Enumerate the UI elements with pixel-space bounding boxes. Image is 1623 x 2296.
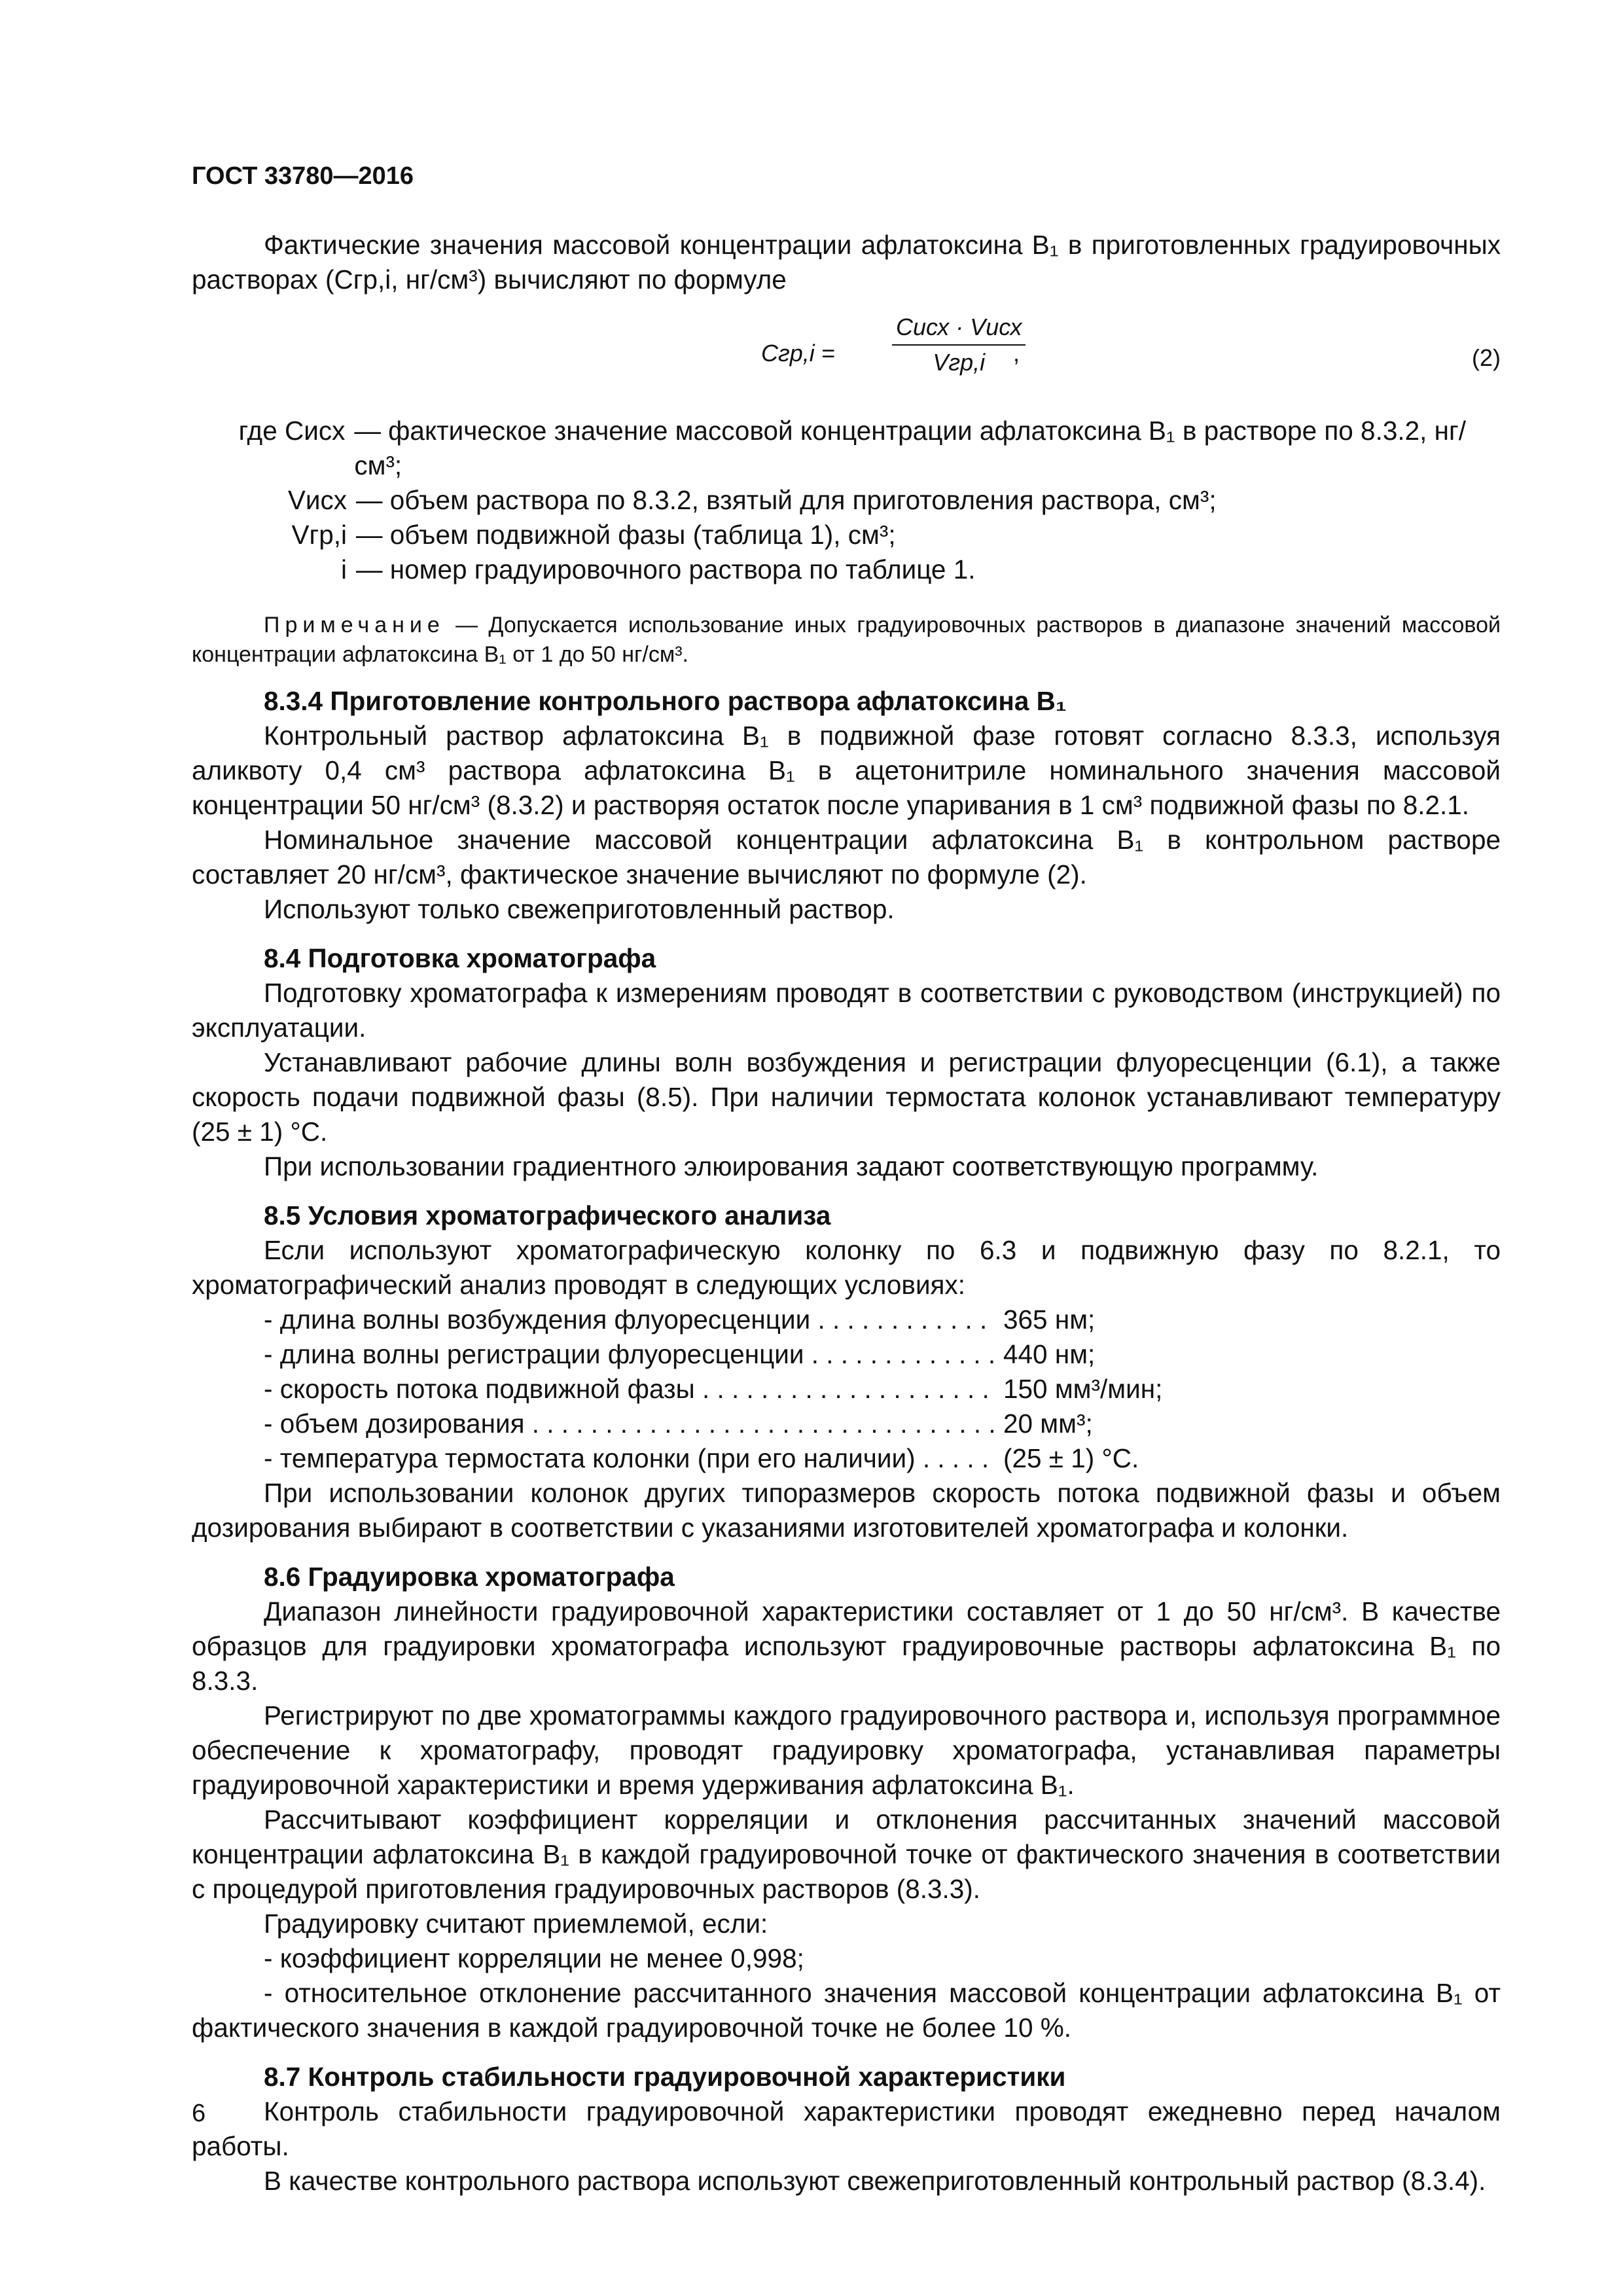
formula-comma: ,: [1013, 340, 1020, 367]
formula-lhs: Cгр,i =: [761, 340, 835, 367]
legend-key: Vгр,i: [291, 520, 347, 550]
note: [192, 611, 1501, 670]
legend-text: — объем раствора по 8.3.2, взятый для приготовления раствора, см³;: [356, 485, 1217, 515]
formula-denominator: Vгр,i: [933, 349, 986, 376]
paragraph: Рассчитывают коэффициент корреляции и отклонения рассчитанных значений массовой концентрации афлатоксина B₁ в каждой градуировочной точке от фактического значения в соответствии с процедурой приготовления градуировочных растворов (8.3.3).: [192, 1804, 1501, 1904]
paragraph: Номинальное значение массовой концентрации афлатоксина B₁ в контрольном растворе составляет 20 нг/см³, фактическое значение вычисляют по формуле (2).: [192, 825, 1501, 889]
page-content: [192, 228, 1501, 2198]
section-heading-8-4: 8.4 Подготовка хроматографа: [264, 943, 656, 973]
legend-key: i: [341, 554, 347, 584]
page-number: 6: [192, 2100, 206, 2127]
legend-row: [192, 414, 1501, 483]
condition-row: [264, 1337, 1501, 1372]
condition-label: - длина волны регистрации флуоресценции . . .: [264, 1337, 994, 1372]
condition-value: 20 мм³;: [1003, 1408, 1093, 1439]
condition-row: [264, 1372, 1501, 1407]
condition-value: 440 нм;: [1003, 1339, 1096, 1369]
paragraph: Диапазон линейности градуировочной характеристики составляет от 1 до 50 нг/см³. В качестве образцов для градуировки хроматографа используют градуировочные растворы афлатоксина B₁ по 8.3.3.: [192, 1596, 1501, 1696]
condition-row: [264, 1302, 1501, 1337]
condition-value: 150 мм³/мин;: [1003, 1374, 1163, 1404]
condition-row: [264, 1407, 1501, 1441]
condition-value: 365 нм;: [1003, 1304, 1096, 1335]
formula-legend: [192, 414, 1501, 587]
condition-label: - скорость потока подвижной фазы . . .: [264, 1372, 994, 1407]
legend-text: — номер градуировочного раствора по таблице 1.: [356, 554, 976, 584]
formula-2: [192, 300, 1501, 410]
paragraph: Используют только свежеприготовленный раствор.: [264, 894, 895, 924]
paragraph: При использовании колонок других типоразмеров скорость потока подвижной фазы и объем дозирования выбирают в соответствии с указаниями изготовителей хроматографа и колонки.: [192, 1478, 1501, 1543]
paragraph: Контроль стабильности градуировочной характеристики проводят ежедневно перед началом работы.: [192, 2096, 1501, 2161]
condition-label: - длина волны возбуждения флуоресценции . . .: [264, 1302, 994, 1337]
section-heading-8-5: 8.5 Условия хроматографического анализа: [264, 1200, 831, 1230]
criteria-item: - относительное отклонение рассчитанного значения массовой концентрации афлатоксина B₁ от фактического значения в каждой градуировочной точке не более 10 %.: [192, 1978, 1501, 2043]
paragraph: Если используют хроматографическую колонку по 6.3 и подвижную фазу по 8.2.1, то хроматографический анализ проводят в следующих условиях:: [192, 1235, 1501, 1300]
legend-text: — фактическое значение массовой концентрации афлатоксина B₁ в растворе по 8.3.2, нг/см³;: [354, 416, 1467, 480]
intro-paragraph: Фактические значения массовой концентрации афлатоксина B₁ в приготовленных градуировочных растворах (Cгр,i, нг/см³) вычисляют по формуле: [192, 230, 1501, 295]
formula-numerator: Cисх · Vисх: [892, 314, 1026, 346]
legend-key: Vисх: [287, 485, 347, 515]
note-label: Примечание: [264, 613, 445, 637]
paragraph: Устанавливают рабочие длины волн возбуждения и регистрации флуоресценции (6.1), а также скорость подачи подвижной фазы (8.5). При наличии термостата колонок устанавливают температуру (25 ± 1) °С.: [192, 1047, 1501, 1147]
condition-label: - объем дозирования . . .: [264, 1407, 994, 1441]
paragraph: В качестве контрольного раствора используют свежеприготовленный контрольный раствор (8.3.4).: [264, 2166, 1486, 2196]
paragraph: Контрольный раствор афлатоксина B₁ в подвижной фазе готовят согласно 8.3.3, используя аликвоту 0,4 см³ раствора афлатоксина B₁ в ацетонитриле номинального значения массовой концентрации 50 нг/см³ (8.3.2) и растворяя остаток после упаривания в 1 см³ подвижной фазы по 8.2.1.: [192, 721, 1501, 820]
paragraph: Градуировку считают приемлемой, если:: [264, 1909, 768, 1939]
condition-value: (25 ± 1) °С.: [1003, 1443, 1139, 1473]
section-heading-8-6: 8.6 Градуировка хроматографа: [264, 1562, 675, 1592]
legend-row: [192, 483, 1501, 518]
formula-number: (2): [1472, 344, 1501, 371]
paragraph: При использовании градиентного элюирования задают соответствующую программу.: [264, 1151, 1319, 1181]
section-heading-8-3-4: 8.3.4 Приготовление контрольного раствора афлатоксина B₁: [264, 686, 1067, 716]
legend-row: [192, 518, 1501, 552]
condition-label: - температура термостата колонки (при его наличии) . . .: [264, 1441, 994, 1476]
legend-row: [192, 552, 1501, 587]
formula-fraction: [892, 314, 1026, 376]
legend-text: — объем подвижной фазы (таблица 1), см³;: [356, 520, 896, 550]
criteria-item: - коэффициент корреляции не менее 0,998;: [264, 1943, 804, 1973]
section-heading-8-7: 8.7 Контроль стабильности градуировочной характеристики: [264, 2062, 1066, 2092]
condition-row: [264, 1441, 1501, 1476]
paragraph: Регистрируют по две хроматограммы каждого градуировочного раствора и, используя программное обеспечение к хроматографу, проводят градуировку хроматографа, устанавливая параметры градуировочной характеристики и время удерживания афлатоксина B₁.: [192, 1700, 1501, 1800]
document-header: ГОСТ 33780—2016: [192, 162, 414, 190]
legend-key: где Cисх: [238, 416, 346, 446]
conditions-list: [192, 1302, 1501, 1476]
note-text: — Допускается использование иных градуировочных растворов в диапазоне значений массовой концентрации афлатоксина B₁ от 1 до 50 нг/см³.: [192, 613, 1501, 667]
paragraph: Подготовку хроматографа к измерениям проводят в соответствии с руководством (инструкцией) по эксплуатации.: [192, 978, 1501, 1043]
